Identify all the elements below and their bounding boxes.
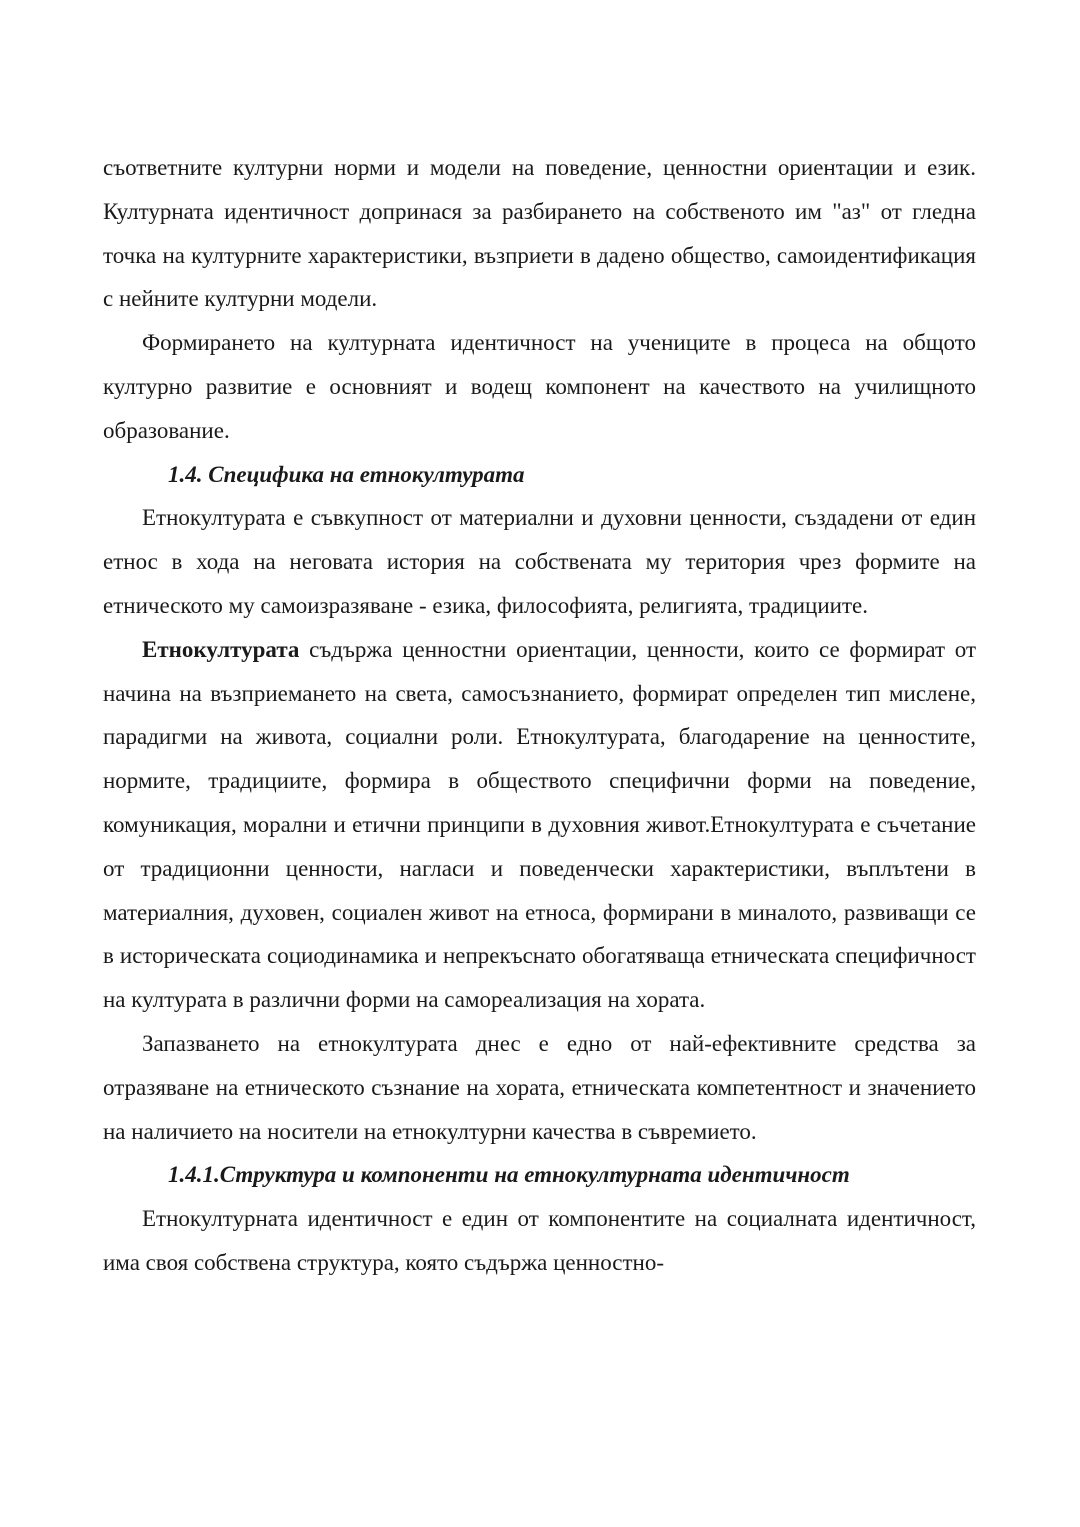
paragraph-cultural-identity-formation: Формирането на културната идентичност на учениците в процеса на общото културно развитие е основният и водещ компонент на качеството на училищното образование.	[103, 330, 976, 443]
section-heading-1-4-1: 1.4.1.Структура и компоненти на етнокултурната идентичност	[168, 1162, 850, 1188]
document-page	[103, 146, 976, 1285]
paragraph-ethnoculture-values	[103, 628, 976, 1022]
bold-term-ethnoculture: Етнокултурата	[142, 636, 300, 662]
section-heading-1-4: 1.4. Специфика на етнокултурата	[168, 461, 525, 487]
paragraph-ethnocultural-identity-structure: Етнокултурната идентичност е един от компонентите на социалната идентичност, има своя собствена структура, която съдържа ценностно-	[103, 1206, 976, 1275]
paragraph-ethnoculture-definition: Етнокултурата е съвкупност от материални и духовни ценности, създадени от един етнос в хода на неговата история на собствената му територия чрез формите на етническото му самоизразяване - езика, философията, религията, традициите.	[103, 505, 976, 618]
paragraph-ethnoculture-values-text: съдържа ценностни ориентации, ценности, които се формират от начина на възприемането на света, самосъзнанието, формират определен тип мислене, парадигми на живота, социални роли. Етнокултурата, благодарение на ценностите, нормите, традициите, формира в обществото специфични форми на поведение, комуникация, морални и етични принципи в духовния живот.Етнокултурата е съчетание от традиционни ценности, нагласи и поведенчески характеристики, въплътени в материалния, духовен, социален живот на етноса, формирани в миналото, развиващи се в историческата социодинамика и непрекъснато обогатяваща етническата специфичност на културата в различни форми на самореализация на хората.	[103, 636, 976, 1013]
paragraph-ethnoculture-preservation: Запазването на етнокултурата днес е едно от най-ефективните средства за отразяване на етническото съзнание на хората, етническата компетентност и значението на наличието на носители на етнокултурни качества в съвремието.	[103, 1030, 976, 1144]
paragraph-cultural-norms: съответните културни норми и модели на поведение, ценностни ориентации и език. Културната идентичност допринася за разбирането на собственото им "аз" от гледна точка на културните характеристики, възприети в дадено общество, самоидентификация с нейните културни модели.	[103, 155, 976, 312]
